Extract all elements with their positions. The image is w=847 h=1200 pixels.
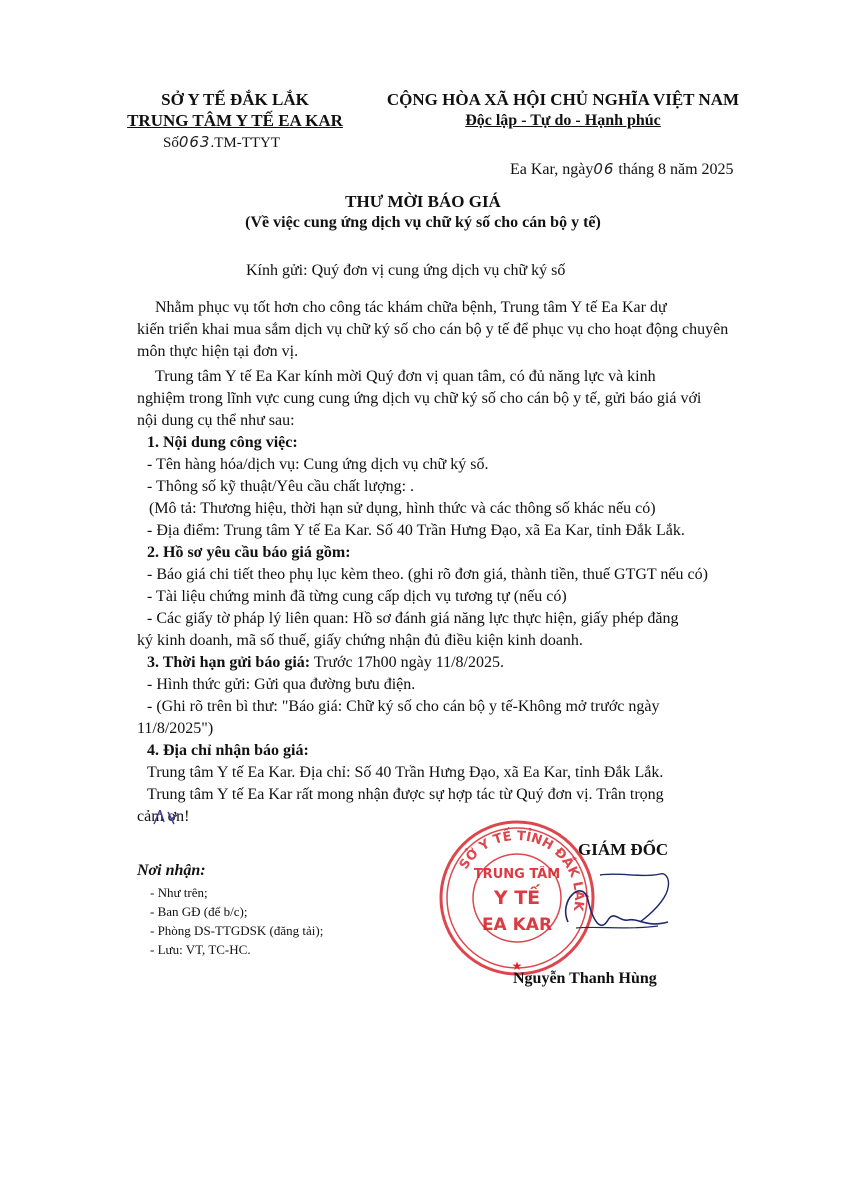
closing-line: Trung tâm Y tế Ea Kar rất mong nhận được sự hợp tác từ Quý đơn vị. Trân trọng [147, 786, 664, 803]
section-4-title: 4. Địa chỉ nhận báo giá: [147, 742, 309, 759]
section-2-item: ký kinh doanh, mã số thuế, giấy chứng nhận đủ điều kiện kinh doanh. [137, 632, 583, 649]
document-title: THƯ MỜI BÁO GIÁ [345, 192, 501, 211]
section-1-item: - Địa điểm: Trung tâm Y tế Ea Kar. Số 40 Trần Hưng Đạo, xã Ea Kar, tỉnh Đắk Lắk. [147, 522, 685, 539]
section-3-item: - Hình thức gửi: Gửi qua đường bưu điện. [147, 676, 416, 693]
org-name: TRUNG TÂM Y TẾ EA KAR [127, 111, 343, 130]
section-2-title: 2. Hồ sơ yêu cầu báo giá gồm: [147, 544, 351, 561]
seal-star-icon: ★ [511, 959, 523, 973]
handwritten-signature [548, 870, 678, 945]
recipient-item: - Như trên; [150, 885, 208, 900]
signer-name: Nguyễn Thanh Hùng [513, 970, 657, 987]
date-prefix: Ea Kar, ngày [510, 161, 594, 178]
body-line: kiến triển khai mua sắm dịch vụ chữ ký số cho cán bộ y tế để phục vụ cho hoạt động chuyên [137, 321, 729, 338]
body-line: nghiệm trong lĩnh vực cung cung ứng dịch vụ chữ ký số cho cán bộ y tế, gửi báo giá với [137, 390, 702, 407]
section-1-item: - Tên hàng hóa/dịch vụ: Cung ứng dịch vụ chữ ký số. [147, 456, 489, 473]
date-suffix: tháng 8 năm 2025 [614, 161, 734, 178]
document-subtitle: (Về việc cung ứng dịch vụ chữ ký số cho cán bộ y tế) [245, 214, 601, 231]
seal-line-3: EA KAR [481, 915, 553, 935]
seal-line-2: Y TẾ [493, 887, 541, 909]
body-line: môn thực hiện tại đơn vị. [137, 343, 299, 360]
section-3-item: 11/8/2025") [137, 720, 214, 737]
recipients-title: Nơi nhận: [137, 862, 206, 879]
seal-line-1: TRUNG TÂM [473, 867, 561, 882]
section-1-item: (Mô tả: Thương hiệu, thời hạn sử dụng, hình thức và các thông số khác nếu có) [149, 500, 656, 517]
section-3-item: - (Ghi rõ trên bì thư: "Báo giá: Chữ ký số cho cán bộ y tế-Không mở trước ngày [147, 698, 660, 715]
closing-line: cảm ơn! [137, 808, 190, 825]
section-3-title: 3. Thời hạn gửi báo giá: [147, 654, 311, 671]
body-line: Nhằm phục vụ tốt hơn cho công tác khám chữa bệnh, Trung tâm Y tế Ea Kar dự [155, 299, 667, 316]
section-2-item: - Báo giá chi tiết theo phụ lục kèm theo. (ghi rõ đơn giá, thành tiền, thuế GTGT nếu có) [147, 566, 708, 583]
seal-ring-text: SỞ Y TẾ TỈNH ĐẮK LẮK [456, 828, 587, 913]
section-2-item: - Tài liệu chứng minh đã từng cung cấp dịch vụ tương tự (nếu có) [147, 588, 567, 605]
org-parent: SỞ Y TẾ ĐẮK LẮK [161, 90, 309, 109]
document-number [163, 133, 280, 152]
doc-no-prefix: Số [163, 135, 179, 151]
doc-no-handwritten: 063 [178, 133, 211, 151]
recipient-item: - Ban GĐ (để b/c); [150, 904, 248, 919]
motto: Độc lập - Tự do - Hạnh phúc [465, 112, 661, 129]
initials-mark [150, 806, 180, 828]
document-date [510, 160, 734, 179]
section-2-item: - Các giấy tờ pháp lý liên quan: Hồ sơ đánh giá năng lực thực hiện, giấy phép đăng [147, 610, 679, 627]
salutation: Kính gửi: Quý đơn vị cung ứng dịch vụ chữ ký số [246, 262, 566, 279]
recipient-item: - Phòng DS-TTGDSK (đăng tải); [150, 923, 324, 938]
nation-title: CỘNG HÒA XÃ HỘI CHỦ NGHĨA VIỆT NAM [386, 90, 740, 109]
recipient-item: - Lưu: VT, TC-HC. [150, 942, 251, 957]
body-line: Trung tâm Y tế Ea Kar kính mời Quý đơn vị quan tâm, có đủ năng lực và kinh [155, 368, 656, 385]
section-4-item: Trung tâm Y tế Ea Kar. Địa chỉ: Số 40 Trần Hưng Đạo, xã Ea Kar, tỉnh Đắk Lắk. [147, 764, 664, 781]
section-3-value: Trước 17h00 ngày 11/8/2025. [310, 654, 504, 671]
body-line: nội dung cụ thể như sau: [137, 412, 295, 429]
signer-role: GIÁM ĐỐC [578, 840, 669, 859]
doc-no-suffix: .TM-TTYT [210, 135, 281, 151]
date-day-handwritten: 06 [593, 160, 615, 178]
section-1-title: 1. Nội dung công việc: [147, 434, 298, 451]
section-3-line [147, 652, 777, 674]
section-1-item: - Thông số kỹ thuật/Yêu cầu chất lượng: . [147, 478, 415, 495]
